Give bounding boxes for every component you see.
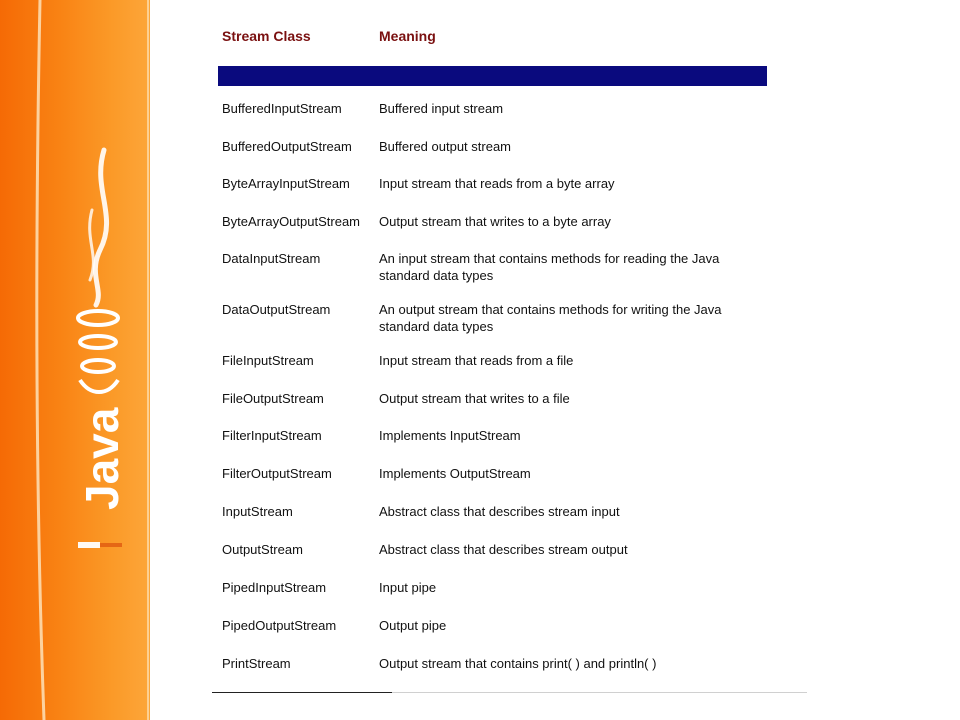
table-row: [218, 175, 778, 195]
stream-class-cell: FileOutputStream: [222, 391, 324, 406]
meaning-cell: An input stream that contains methods for reading the Java standard data types: [379, 251, 720, 283]
java-wordmark-text: Java: [76, 407, 128, 510]
meaning-cell: An output stream that contains methods for writing the Java standard data types: [379, 302, 722, 334]
java-side-band: [0, 0, 150, 720]
meaning-cell: Output stream that writes to a file: [379, 391, 570, 406]
java-logo-icon: [0, 0, 150, 720]
table-row: [218, 465, 778, 485]
table-row: [218, 301, 778, 341]
stream-class-cell: FilterOutputStream: [222, 466, 332, 481]
stream-class-cell: DataOutputStream: [222, 302, 331, 317]
meaning-cell: Output stream that writes to a byte array: [379, 214, 611, 229]
stream-class-cell: PipedInputStream: [222, 580, 327, 595]
stream-class-cell: ByteArrayInputStream: [222, 176, 350, 191]
stream-class-cell: BufferedOutputStream: [222, 139, 352, 154]
table-row: [218, 541, 778, 561]
header-meaning: Meaning: [379, 28, 436, 44]
table-row: [218, 138, 778, 158]
meaning-cell: Implements OutputStream: [379, 466, 531, 481]
meaning-cell: Output pipe: [379, 618, 447, 633]
stream-class-cell: ByteArrayOutputStream: [222, 214, 360, 229]
stream-class-cell: FilterInputStream: [222, 428, 322, 443]
table-row: [218, 250, 778, 290]
meaning-cell: Output stream that contains print( ) and println( ): [379, 656, 657, 671]
table-row: [218, 503, 778, 523]
stream-class-cell: DataInputStream: [222, 251, 321, 266]
header-bar: [218, 66, 767, 86]
bottom-divider-accent: [212, 692, 392, 693]
table-row: [218, 579, 778, 599]
stream-class-cell: BufferedInputStream: [222, 101, 342, 116]
table-row: [218, 617, 778, 637]
table-row: [218, 213, 778, 233]
table-row: [218, 427, 778, 447]
table-header-row: [218, 22, 778, 52]
stream-class-cell: OutputStream: [222, 542, 303, 557]
meaning-cell: Abstract class that describes stream output: [379, 542, 628, 557]
header-stream-class: Stream Class: [222, 28, 311, 44]
meaning-cell: Implements InputStream: [379, 428, 521, 443]
meaning-cell: Input stream that reads from a file: [379, 353, 574, 368]
table-row: [218, 100, 778, 120]
table-row: [218, 352, 778, 372]
meaning-cell: Buffered input stream: [379, 101, 504, 116]
table-row: [218, 655, 778, 675]
stream-class-cell: PipedOutputStream: [222, 618, 337, 633]
stream-class-table: [218, 22, 778, 671]
meaning-cell: Input pipe: [379, 580, 437, 595]
stream-class-cell: InputStream: [222, 504, 293, 519]
meaning-cell: Input stream that reads from a byte array: [379, 176, 615, 191]
table-row: [218, 390, 778, 410]
meaning-cell: Abstract class that describes stream input: [379, 504, 620, 519]
stream-class-cell: FileInputStream: [222, 353, 314, 368]
meaning-cell: Buffered output stream: [379, 139, 512, 154]
stream-class-cell: PrintStream: [222, 656, 291, 671]
